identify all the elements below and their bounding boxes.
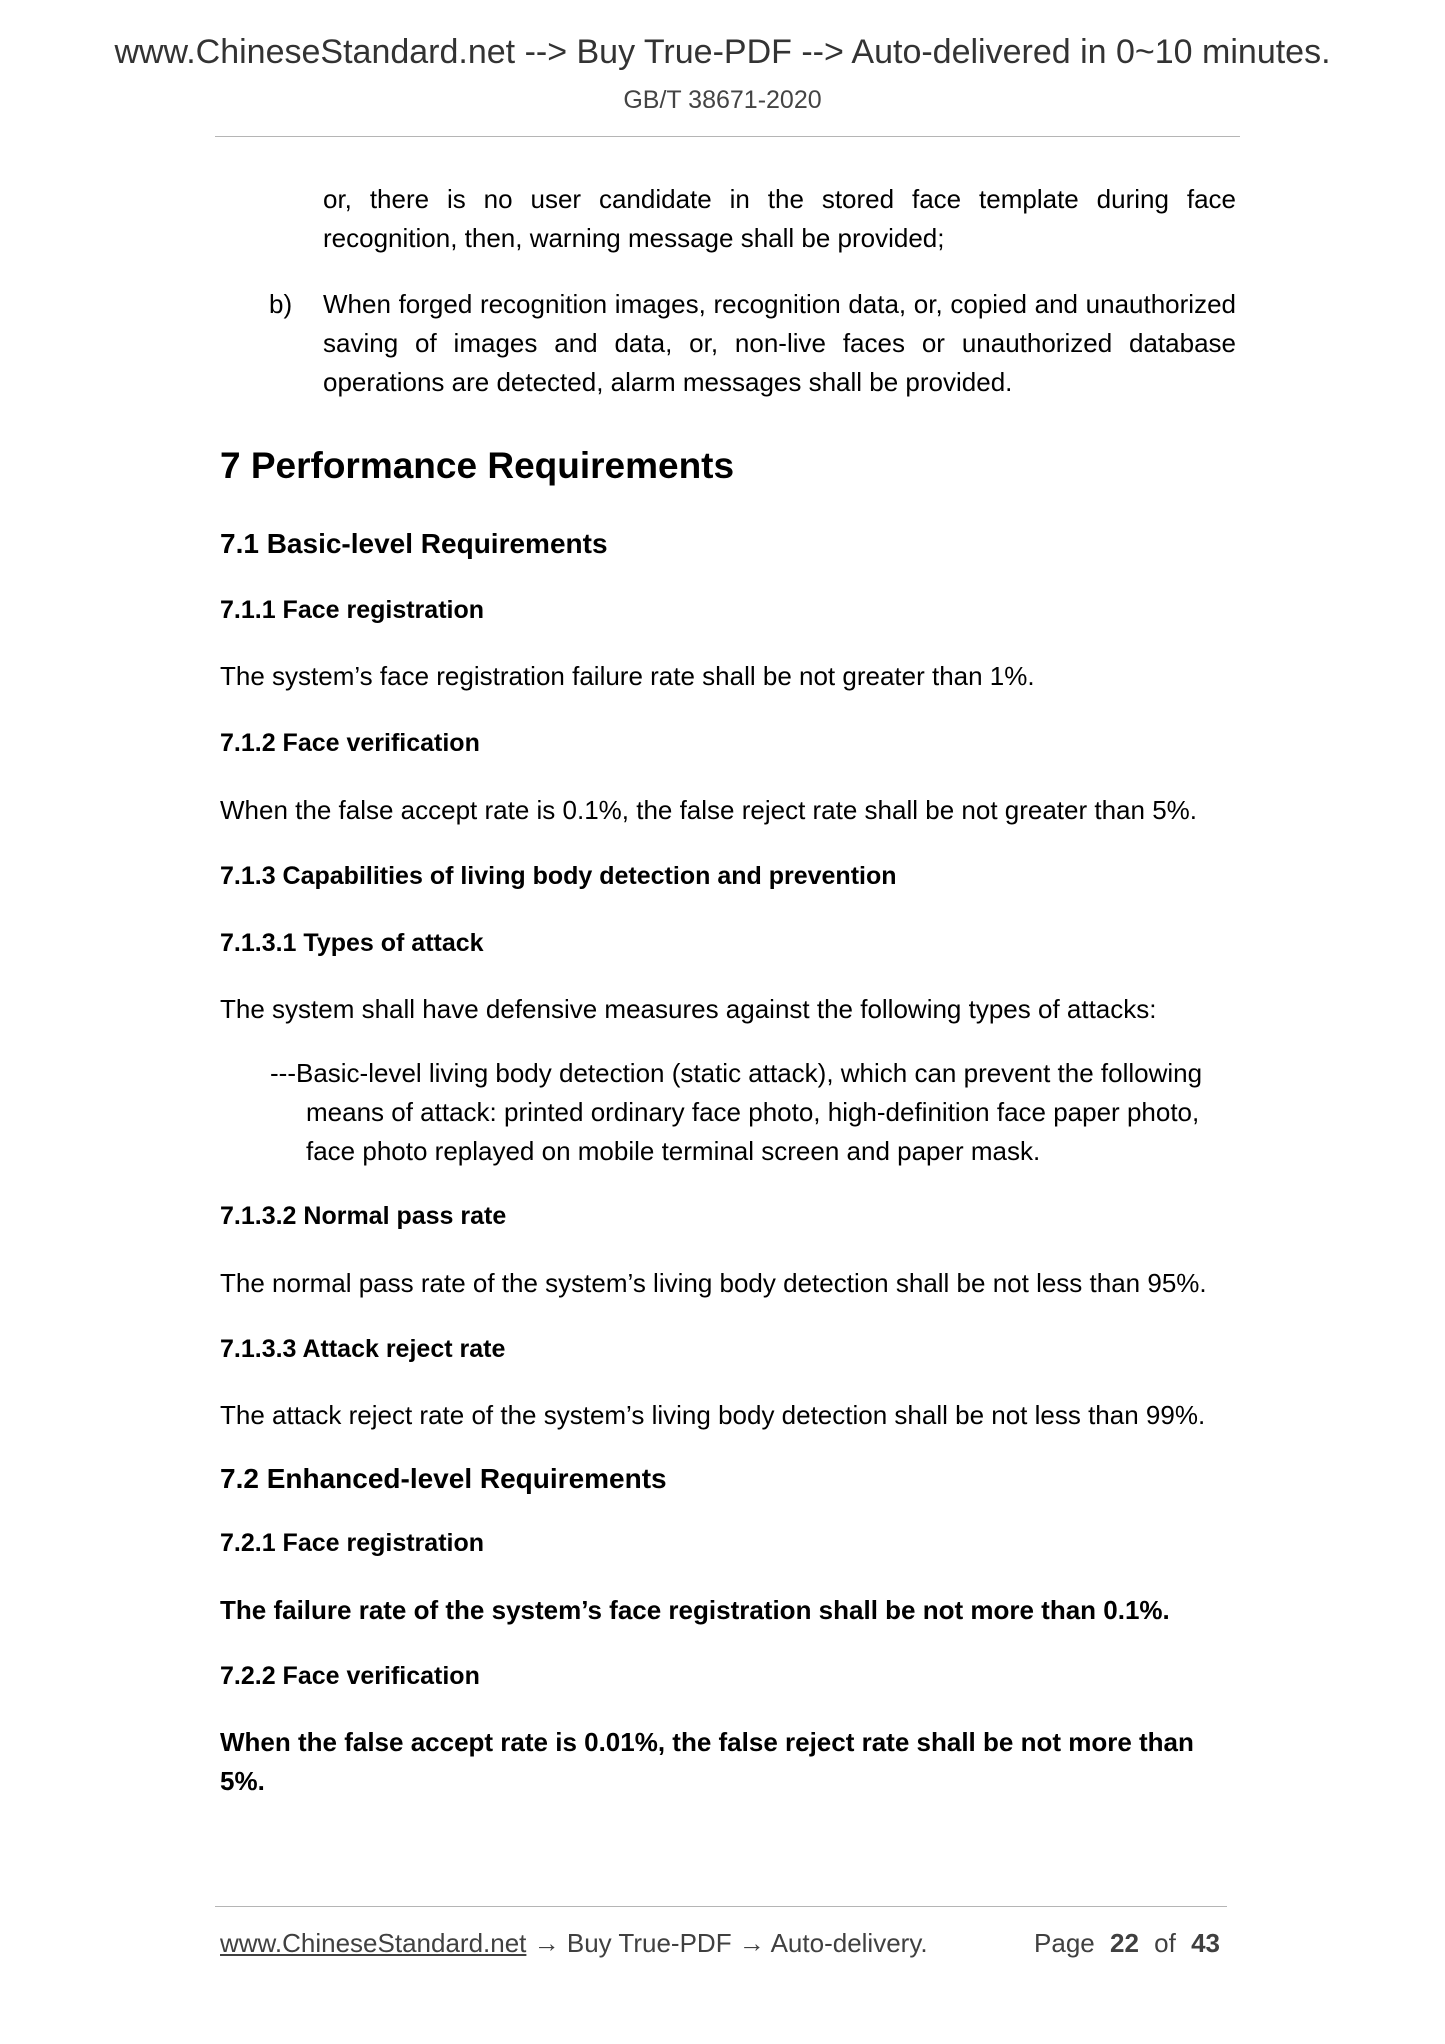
- attack-types-list-item: ---Basic-level living body detection (static attack), which can prevent the following means of attack: printed ordinary face photo, high-definition face paper photo, face photo replayed on mobile terminal screen and paper mask.: [270, 1058, 1203, 1166]
- section-7-2-1-text: The failure rate of the system’s face registration shall be not more than 0.1%.: [220, 1595, 1170, 1625]
- of-word: of: [1154, 1928, 1176, 1958]
- page-indicator: [1034, 1928, 1228, 1959]
- footer-divider: [215, 1906, 1227, 1907]
- list-marker: b): [269, 289, 293, 319]
- footer-site-link[interactable]: www.ChineseStandard.net: [220, 1928, 527, 1958]
- page-word: Page: [1034, 1928, 1095, 1958]
- continuation-paragraph: or, there is no user candidate in the stored face template during face recognition, then, warning message shall be provided;: [323, 184, 1236, 253]
- section-7-2-1-heading: 7.2.1 Face registration: [220, 1529, 485, 1557]
- section-7-2-heading: 7.2 Enhanced-level Requirements: [220, 1463, 667, 1494]
- section-7-1-2-text: When the false accept rate is 0.1%, the false reject rate shall be not greater than 5%.: [220, 795, 1197, 825]
- document-code: GB/T 38671-2020: [623, 86, 822, 114]
- header-banner[interactable]: www.ChineseStandard.net --> Buy True-PDF --> Auto-delivered in 0~10 minutes.: [114, 33, 1331, 71]
- section-7-1-3-heading: 7.1.3 Capabilities of living body detection and prevention: [220, 862, 897, 890]
- section-7-1-2-heading: 7.1.2 Face verification: [220, 729, 480, 757]
- footer-tagline: → Buy True-PDF → Auto-delivery.: [533, 1928, 928, 1958]
- section-7-2-2-text: When the false accept rate is 0.01%, the false reject rate shall be not more than 5%.: [220, 1727, 1194, 1796]
- list-item-text: When forged recognition images, recognition data, or, copied and unauthorized saving of images and data, or, non-live faces or unauthorized database operations are detected, alarm messages shall be provided.: [323, 289, 1236, 397]
- page-content: [220, 180, 1236, 1801]
- section-7-1-heading: 7.1 Basic-level Requirements: [220, 528, 608, 559]
- section-7-1-1-heading: 7.1.1 Face registration: [220, 596, 485, 624]
- footer: [220, 1928, 1228, 1968]
- section-7-heading: 7 Performance Requirements: [220, 445, 735, 486]
- page-number: 22: [1110, 1928, 1139, 1958]
- section-7-1-3-1-heading: 7.1.3.1 Types of attack: [220, 929, 484, 957]
- list-item-b: [220, 285, 1236, 402]
- page-total: 43: [1191, 1928, 1220, 1958]
- section-7-1-3-3-text: The attack reject rate of the system’s living body detection shall be not less than 99%.: [220, 1400, 1206, 1430]
- section-7-1-1-text: The system’s face registration failure rate shall be not greater than 1%.: [220, 661, 1035, 691]
- section-7-1-3-2-text: The normal pass rate of the system’s living body detection shall be not less than 95%.: [220, 1268, 1207, 1298]
- section-7-1-3-1-text: The system shall have defensive measures against the following types of attacks:: [220, 994, 1157, 1024]
- section-7-2-2-heading: 7.2.2 Face verification: [220, 1662, 480, 1690]
- section-7-1-3-3-heading: 7.1.3.3 Attack reject rate: [220, 1335, 506, 1363]
- footer-left: [220, 1928, 928, 1959]
- section-7-1-3-2-heading: 7.1.3.2 Normal pass rate: [220, 1202, 507, 1230]
- header-divider: [215, 136, 1240, 137]
